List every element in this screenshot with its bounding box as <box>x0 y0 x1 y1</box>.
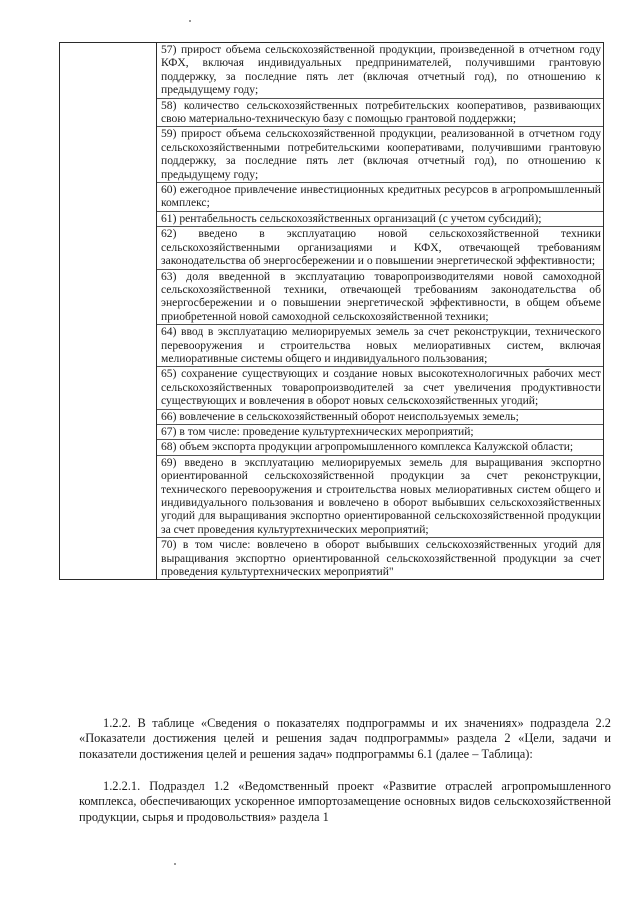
list-item: 67) в том числе: проведение культуртехнических мероприятий; <box>157 425 603 440</box>
list-item: 57) прирост объема сельскохозяйственной продукции, произведенной в отчетном году КФХ, включая индивидуальных предпринимателей, получившими грантовую поддержку, за последние пять лет (включая отчетный год), по отношению к предыдущему году; <box>157 43 603 99</box>
list-item: 69) введено в эксплуатацию мелиорируемых земель для выращивания экспортно ориентированной сельскохозяйственной продукции за счет реконструкции, технического перевооружения и строительства новых мелиоративных систем общего и индивидуального пользования и вовлечено в оборот выбывших сельскохозяйственных угодий для выращивания экспортно ориентированной сельскохозяйственной продукции за счет проведения культуртехнических мероприятий; <box>157 456 603 538</box>
list-item: 62) введено в эксплуатацию новой сельскохозяйственной техники сельскохозяйственными организациями и КФХ, отвечающей требованиям законодательства об энергосбережении и о повышении энергетической эффективности; <box>157 227 603 269</box>
list-item: 60) ежегодное привлечение инвестиционных кредитных ресурсов в агропромышленный комплекс; <box>157 183 603 212</box>
list-item: 68) объем экспорта продукции агропромышленного комплекса Калужской области; <box>157 440 603 455</box>
scan-dot <box>174 863 176 865</box>
list-item: 66) вовлечение в сельскохозяйственный оборот неиспользуемых земель; <box>157 410 603 425</box>
table-right-column <box>157 43 603 579</box>
paragraph-text: 1.2.2.1. Подраздел 1.2 «Ведомственный проект «Развитие отраслей агропромышленного комплекса, обеспечивающих ускоренное импортозамещение основных видов сельскохозяйственной продукции, сырья и продовольствия» раздела 1 <box>79 779 611 824</box>
paragraph-1-2-2 <box>79 716 611 762</box>
list-item: 59) прирост объема сельскохозяйственной продукции, реализованной в отчетном году сельскохозяйственными потребительскими кооперативами, получившими грантовую поддержку, за последние пять лет (включая отчетный год), по отношению к предыдущему году; <box>157 127 603 183</box>
table-left-column <box>60 43 157 579</box>
list-item: 58) количество сельскохозяйственных потребительских кооперативов, развивающих свою материально-техническую базу с помощью грантовой поддержки; <box>157 99 603 128</box>
paragraph-1-2-2-1 <box>79 779 611 825</box>
scan-dot <box>189 20 191 22</box>
list-item: 61) рентабельность сельскохозяйственных организаций (с учетом субсидий); <box>157 212 603 227</box>
list-item: 63) доля введенной в эксплуатацию товаропроизводителями новой самоходной сельскохозяйственной техники, отвечающей требованиям законодательства об энергосбережении и о повышении энергетической эффективности, в общем объеме приобретенной новой самоходной сельскохозяйственной техники; <box>157 270 603 326</box>
indicators-table <box>59 42 604 580</box>
paragraph-text: 1.2.2. В таблице «Сведения о показателях подпрограммы и их значениях» подраздела 2.2 «Показатели достижения целей и решения задач подпрограммы» раздела 2 «Цели, задачи и показатели достижения целей и решения задач» подпрограммы 6.1 (далее – Таблица): <box>79 716 611 761</box>
list-item: 64) ввод в эксплуатацию мелиорируемых земель за счет реконструкции, технического перевооружения и строительства новых мелиоративных систем, включая мелиоративные системы общего и индивидуального пользования; <box>157 325 603 367</box>
list-item: 65) сохранение существующих и создание новых высокотехнологичных рабочих мест сельскохозяйственных товаропроизводителей за счет увеличения продуктивности существующих и вовлечения в оборот новых сельскохозяйственных угодий; <box>157 367 603 409</box>
list-item: 70) в том числе: вовлечено в оборот выбывших сельскохозяйственных угодий для выращивания экспортно ориентированной сельскохозяйственной продукции за счет проведения культуртехнических мероприятий" <box>161 538 601 579</box>
